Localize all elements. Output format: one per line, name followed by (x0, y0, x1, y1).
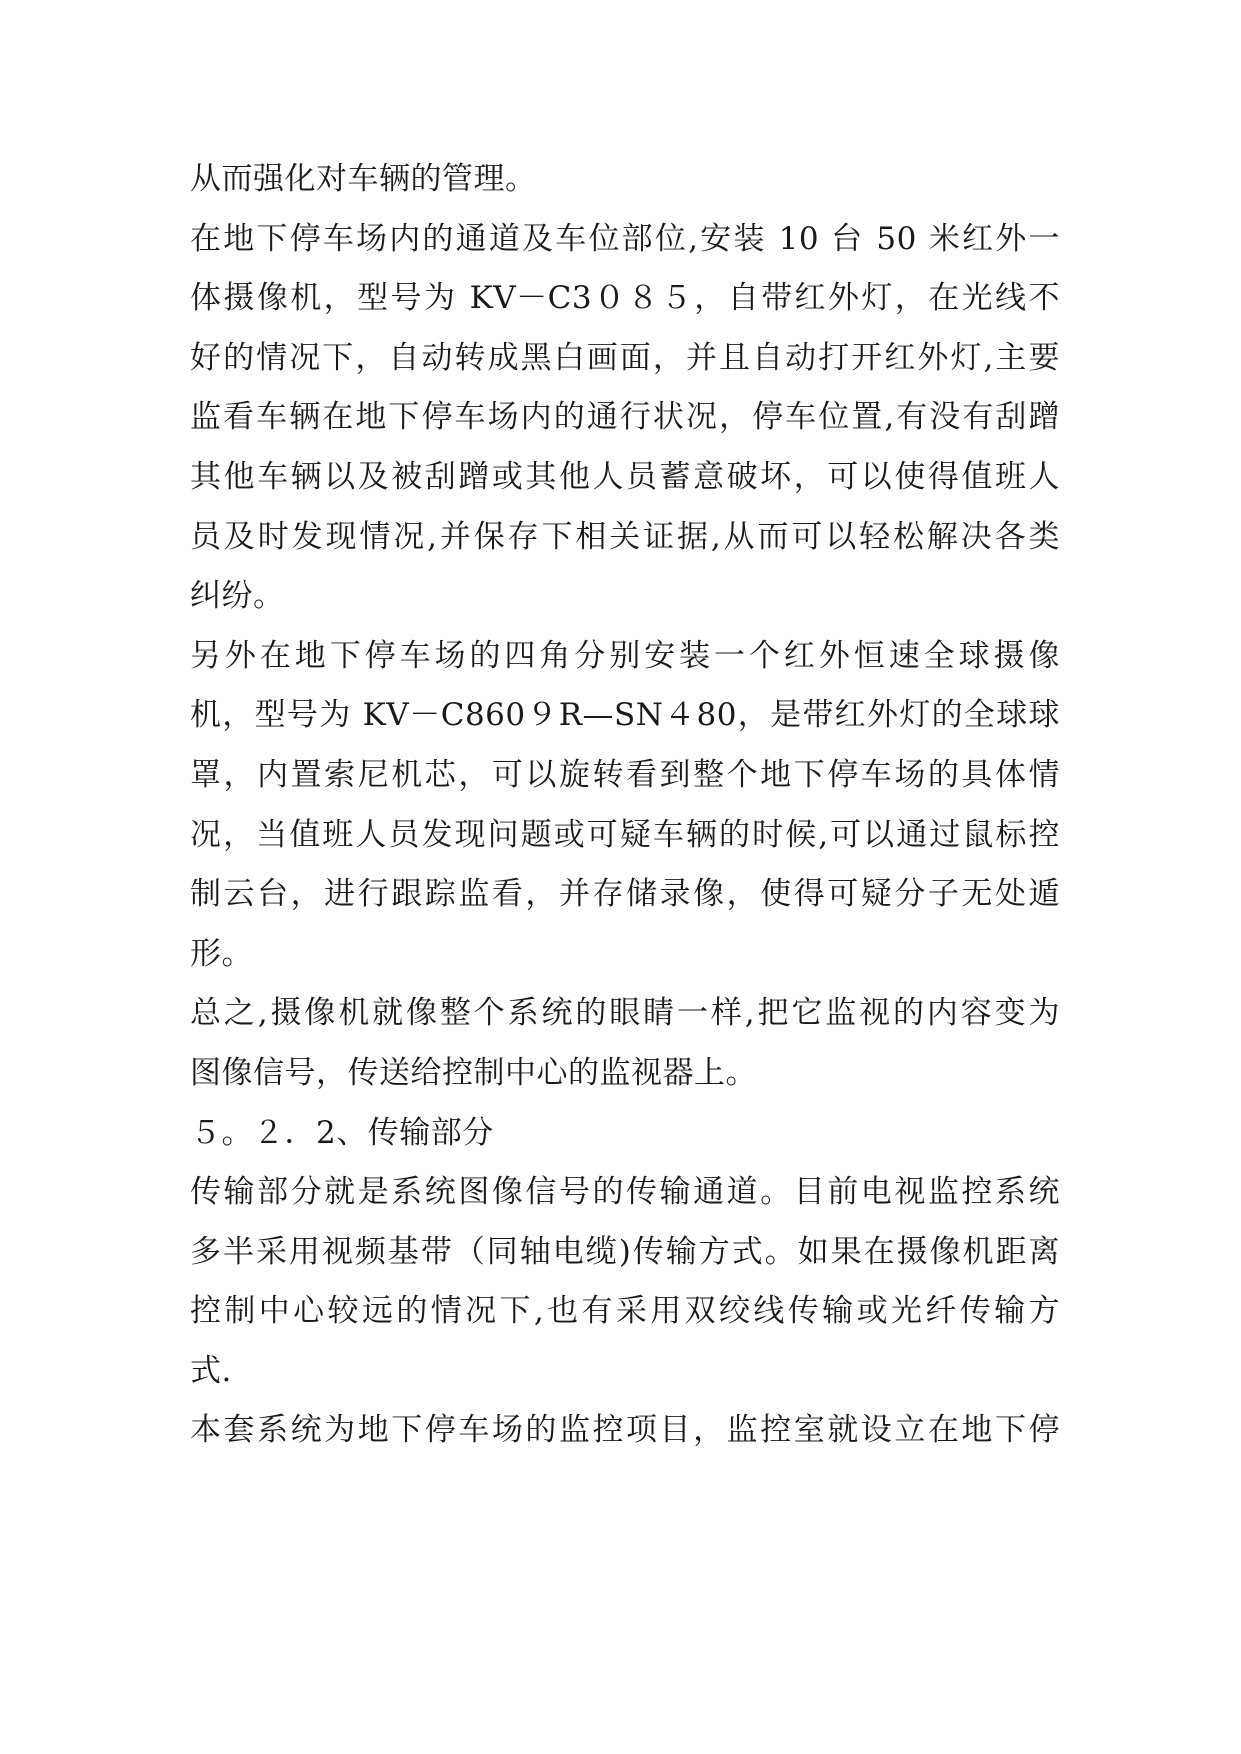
text-line-19: 多半采用视频基带（同轴电缆)传输方式。如果在摄像机距离 (190, 1233, 1060, 1270)
text-line-2: 在地下停车场内的通道及车位部位,安装 10 台 50 米红外一 (190, 220, 1060, 257)
text-line-1: 从而强化对车辆的管理。 (190, 161, 537, 197)
section-heading: ５。２．2、传输部分 (190, 1114, 494, 1151)
document-page (190, 150, 1060, 1461)
text-line-16: 图像信号，传送给控制中心的监视器上。 (190, 1054, 757, 1091)
text-line-11: 罩，内置索尼机芯，可以旋转看到整个地下停车场的具体情 (190, 756, 1060, 793)
text-line-14: 形。 (190, 935, 253, 972)
text-line-15: 总之,摄像机就像整个系统的眼睛一样,把它监视的内容变为 (190, 995, 1060, 1032)
text-line-21: 式. (190, 1352, 232, 1389)
text-line-8: 纠纷。 (190, 578, 285, 615)
text-line-9: 另外在地下停车场的四角分别安装一个红外恒速全球摄像 (190, 637, 1060, 674)
text-line-10: 机，型号为 KV－C860９R—SN４80，是带红外灯的全球球 (190, 697, 1060, 734)
text-line-5: 监看车辆在地下停车场内的通行状况，停车位置,有没有刮蹭 (190, 399, 1060, 436)
text-line-22: 本套系统为地下停车场的监控项目，监控室就设立在地下停 (190, 1412, 1060, 1449)
text-line-20: 控制中心较远的情况下,也有采用双绞线传输或光纤传输方 (190, 1293, 1060, 1330)
text-line-6: 其他车辆以及被刮蹭或其他人员蓄意破坏，可以使得值班人 (190, 458, 1060, 495)
text-line-4: 好的情况下，自动转成黑白画面，并且自动打开红外灯,主要 (190, 339, 1060, 376)
text-line-12: 况，当值班人员发现问题或可疑车辆的时候,可以通过鼠标控 (190, 816, 1060, 853)
text-line-7: 员及时发现情况,并保存下相关证据,从而可以轻松解决各类 (190, 518, 1060, 555)
text-line-13: 制云台，进行跟踪监看，并存储录像，使得可疑分子无处遁 (190, 876, 1060, 913)
text-line-3: 体摄像机，型号为 KV－C3０８５，自带红外灯，在光线不 (190, 280, 1060, 317)
text-line-18: 传输部分就是系统图像信号的传输通道。目前电视监控系统 (190, 1174, 1060, 1211)
